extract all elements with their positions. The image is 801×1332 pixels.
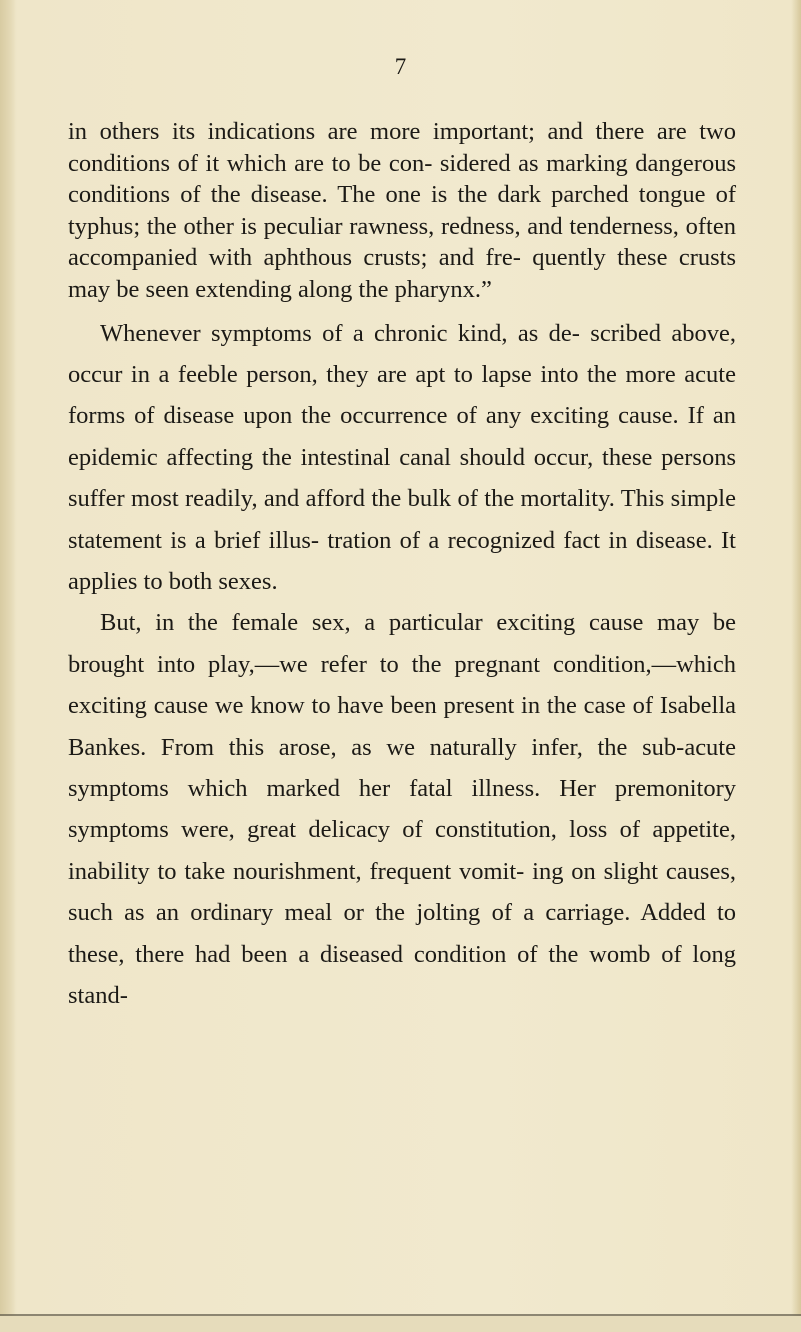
page-number: 7 (394, 54, 407, 79)
paragraph-1: in others its indications are more important; and there are two conditions of it which are to be con- sidered as marking dangerous conditions of the disease. The one is the dark parched tongue of typhus; the other is peculiar rawness, redness, and tenderness, often accompanied with aphthous crusts; and fre- quently these crusts may be seen extending along the pharynx.” (68, 118, 736, 303)
paragraph-3: But, in the female sex, a particular exciting cause may be brought into play,—we refer to the pregnant condition,—which exciting cause we know to have been present in the case of Isabella Bankes. From this arose, as we naturally infer, the sub-acute symptoms which marked her fatal illness. Her premonitory symptoms were, great delicacy of constitution, loss of appetite, inability to take nourishment, frequent vomit- ing on slight causes, such as an ordinary meal or the jolting of a carriage. Added to these, there had been a diseased condition of the womb of long stand- (68, 609, 736, 1010)
page-gutter-shadow (0, 0, 16, 1332)
page-bottom-band (0, 1316, 801, 1332)
paragraph-2: Whenever symptoms of a chronic kind, as de- scribed above, occur in a feeble person, they are apt to lapse into the more acute forms of disease upon the occurrence of any exciting cause. If an epidemic affecting the intestinal canal should occur, these persons suffer most readily, and afford the bulk of the mortality. This simple statement is a brief illus- tration of a recognized fact in disease. It applies to both sexes. (68, 319, 736, 595)
body-text (68, 116, 736, 1016)
page-edge-shadow (791, 0, 801, 1332)
